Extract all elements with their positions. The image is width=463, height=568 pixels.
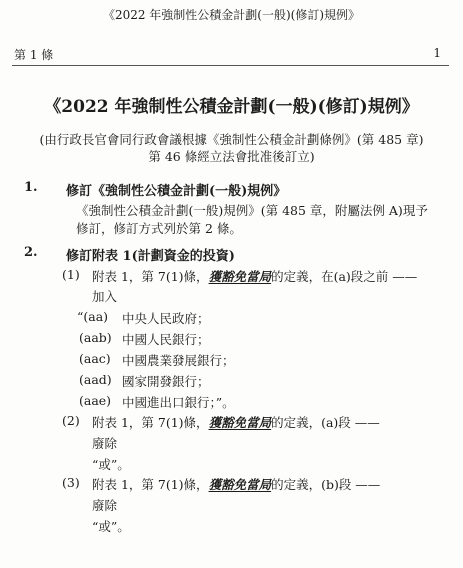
item-text: 中國人民銀行； <box>122 332 210 347</box>
section-label: 第 1 條 <box>14 48 54 62</box>
subsection-2-action: 廢除 <box>92 436 118 451</box>
enactment-note-line-2: 第 46 條經立法會批准後訂立) <box>148 149 315 164</box>
subsection-3-number: (3) <box>62 475 80 490</box>
subsection-2-text: 附表 1，第 7(1)條，獲豁免當局的定義，(a)段 —— <box>92 415 380 430</box>
document-title: 《2022 年強制性公積金計劃(一般)(修訂)規例》 <box>44 97 419 117</box>
section-2-heading: 修訂附表 1(計劃資金的投資) <box>66 249 235 264</box>
subsection-3-action: 廢除 <box>92 498 118 513</box>
section-1-text-line-1: 《強制性公積金計劃(一般)規例》(第 485 章，附屬法例 A)現予 <box>76 203 428 218</box>
item-text: 中國農業發展銀行； <box>122 353 235 368</box>
subsection-1-action: 加入 <box>92 289 118 304</box>
subsection-3-repealed-word: “或”。 <box>92 519 130 534</box>
section-1-text-line-2: 修訂，修訂方式列於第 2 條。 <box>76 221 242 236</box>
defined-term: 獲豁免當局 <box>208 415 272 430</box>
subsection-2-repealed-word: “或”。 <box>92 457 130 472</box>
item-text: 中國進出口銀行；”。 <box>122 395 235 410</box>
defined-term: 獲豁免當局 <box>208 477 272 492</box>
section-2-number: 2. <box>24 245 38 260</box>
item-code: (aac) <box>79 351 111 366</box>
item-code: “(aa) <box>77 309 109 324</box>
enactment-note-line-1: (由行政長官會同行政會議根據《強制性公積金計劃條例》(第 485 章) <box>39 132 424 147</box>
section-1-heading: 修訂《強制性公積金計劃(一般)規例》 <box>66 184 287 199</box>
header-divider <box>12 65 449 66</box>
item-code: (aab) <box>79 330 112 345</box>
defined-term: 獲豁免當局 <box>208 269 272 284</box>
item-code: (aad) <box>79 372 112 387</box>
subsection-3-text: 附表 1，第 7(1)條，獲豁免當局的定義，(b)段 —— <box>92 477 381 492</box>
section-1-number: 1. <box>24 180 38 195</box>
subsection-2-number: (2) <box>62 413 80 428</box>
item-code: (aae) <box>79 393 112 408</box>
subsection-1-number: (1) <box>62 267 80 282</box>
page-number: 1 <box>433 46 441 60</box>
item-text: 國家開發銀行； <box>122 374 210 389</box>
item-text: 中央人民政府； <box>122 311 210 326</box>
subsection-1-text: 附表 1，第 7(1)條，獲豁免當局的定義，在(a)段之前 —— <box>92 269 418 284</box>
running-header: 《2022 年強制性公積金計劃(一般)(修訂)規例》 <box>102 8 361 22</box>
